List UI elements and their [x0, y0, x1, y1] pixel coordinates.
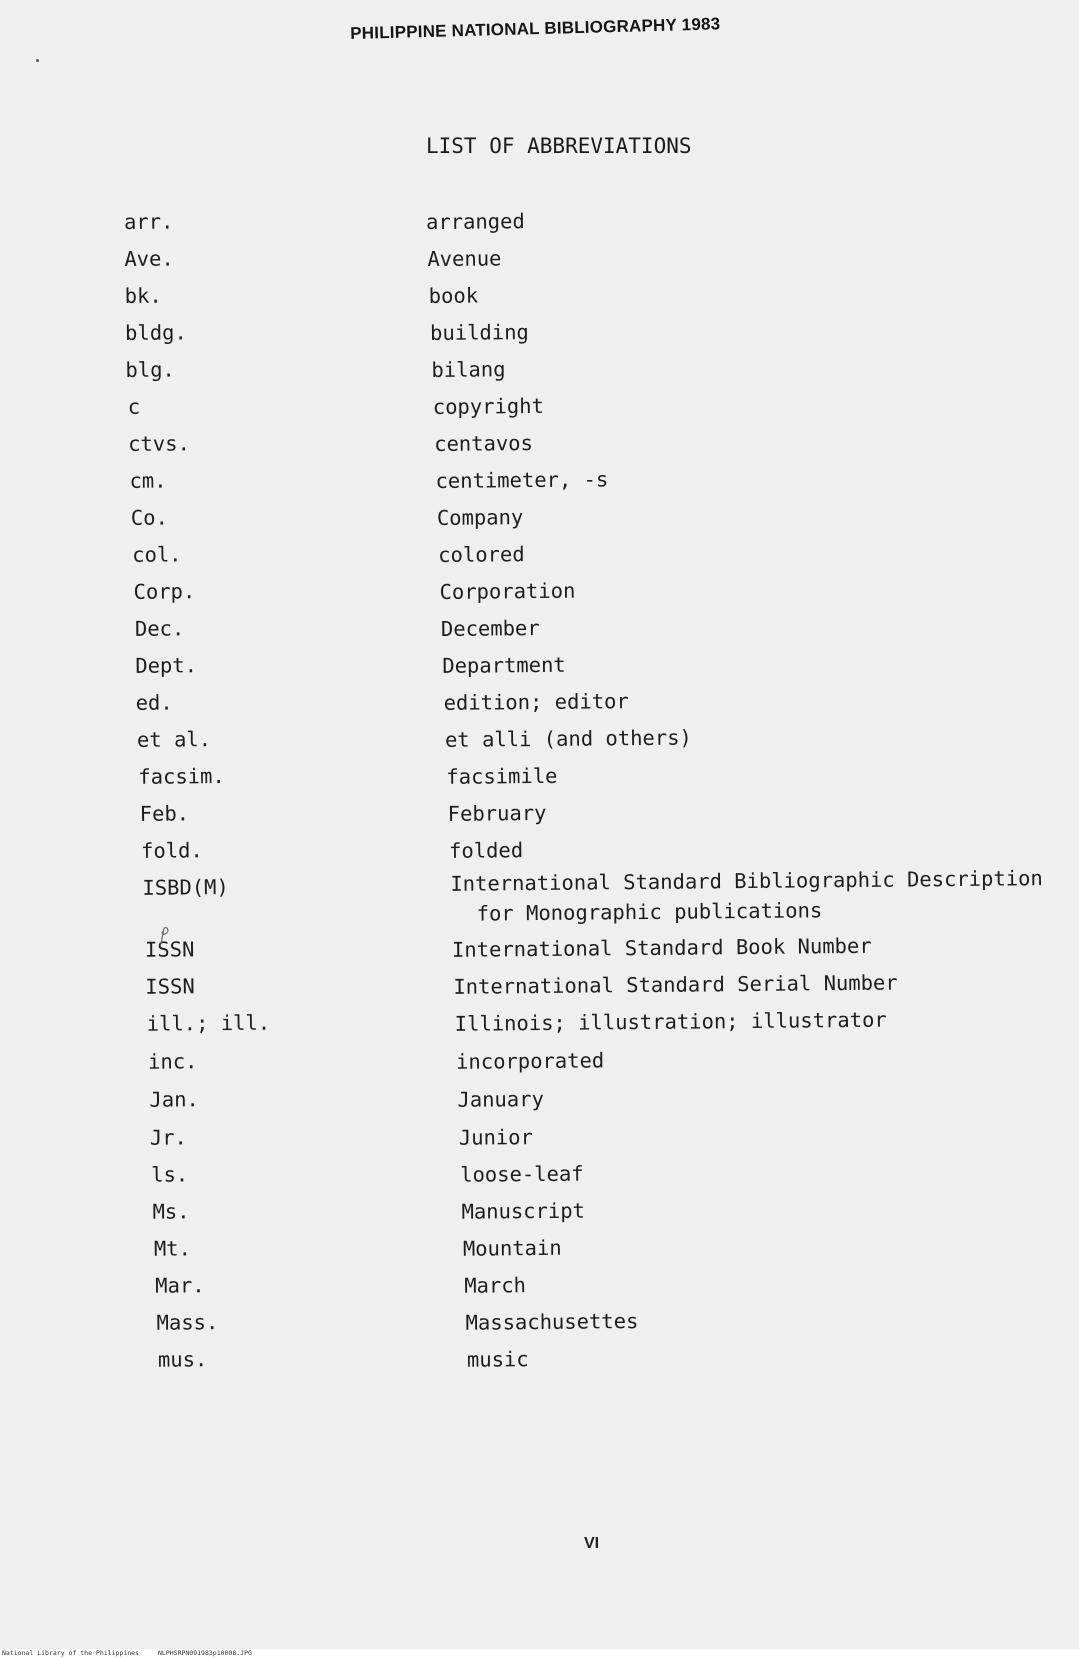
abbreviation: bk.: [124, 283, 162, 308]
abbreviation: cm.: [129, 468, 167, 493]
abbreviation-meaning: copyright: [432, 393, 545, 420]
abbreviation-meaning: [450, 863, 1043, 929]
abbreviation-meaning: facsimile: [446, 763, 558, 789]
abbreviation: bldg.: [124, 320, 187, 345]
abbreviation: Ave.: [124, 246, 174, 271]
abbreviation-meaning: loose-leaf: [460, 1161, 584, 1187]
abbreviation: mus.: [157, 1347, 208, 1372]
meaning-line: International Standard Bibliographic Description: [450, 866, 1043, 896]
abbreviation-meaning: January: [457, 1086, 544, 1112]
abbreviation: arr.: [123, 209, 174, 234]
abbreviation: Ms.: [152, 1199, 190, 1224]
abbreviation: Mar.: [155, 1273, 205, 1298]
abbreviation: Mt.: [153, 1236, 192, 1261]
abbreviation-meaning: Department: [442, 652, 566, 678]
meaning-continuation: for Monographic publications: [476, 898, 823, 926]
abbreviation: Jr.: [149, 1125, 187, 1150]
abbreviation: Feb.: [139, 801, 190, 826]
abbreviation: inc.: [147, 1049, 198, 1074]
abbreviation: fold.: [140, 838, 203, 863]
abbreviation-meaning: book: [428, 283, 479, 309]
abbreviation: Jan.: [149, 1087, 199, 1112]
abbreviation: c: [127, 394, 141, 419]
abbreviation-meaning: International Standard Serial Number: [453, 970, 898, 999]
abbreviation-meaning: bilang: [431, 357, 506, 383]
abbreviation: et al.: [136, 727, 212, 752]
abbreviation-meaning: centimeter, -s: [435, 467, 609, 493]
abbreviation: ISBD(M): [142, 874, 229, 900]
abbreviation-meaning: Manuscript: [461, 1198, 586, 1224]
footer-filename: NLPHSRPN091983p10008.JPG: [158, 1649, 252, 1657]
page-title: LIST OF ABBREVIATIONS: [426, 134, 692, 158]
abbreviation-meaning: centavos: [434, 431, 534, 456]
abbreviation: Corp.: [133, 579, 196, 604]
footer-library: National Library of the Philippines: [2, 1649, 139, 1657]
abbreviation-meaning: et alli (and others): [444, 725, 692, 752]
abbreviation-meaning: incorporated: [455, 1048, 605, 1074]
abbreviation: ctvs.: [128, 431, 190, 456]
handwritten-mark-icon: [155, 924, 173, 946]
abbreviation: Dept.: [135, 653, 198, 678]
abbreviation: ed.: [135, 690, 173, 715]
abbreviation: ill.; ill.: [146, 1010, 271, 1036]
abbreviation-meaning: Company: [436, 505, 524, 530]
abbreviation: ISSN: [144, 937, 195, 962]
abbreviation-meaning: folded: [448, 838, 524, 863]
abbreviation-meaning: March: [464, 1273, 527, 1298]
abbreviation: blg.: [125, 357, 175, 382]
abbreviation-meaning: February: [447, 800, 547, 826]
abbreviation: Dec.: [134, 616, 185, 641]
abbreviation-meaning: International Standard Book Number: [451, 933, 872, 962]
abbreviation: ls.: [151, 1162, 189, 1187]
abbreviation-meaning: Illinois; illustration; illustrator: [454, 1007, 887, 1036]
abbreviation-meaning: Massachusettes: [465, 1309, 639, 1335]
abbreviation-meaning: music: [466, 1347, 529, 1372]
abbreviation-meaning: colored: [438, 542, 525, 567]
abbreviation-meaning: building: [429, 320, 529, 346]
abbreviation-meaning: December: [440, 615, 540, 641]
abbreviation-meaning: Mountain: [462, 1235, 562, 1261]
abbreviation-meaning: Corporation: [439, 578, 576, 604]
abbreviation: Co.: [130, 505, 169, 530]
abbreviation-meaning: Junior: [458, 1125, 533, 1150]
abbreviation-meaning: arranged: [425, 209, 525, 235]
abbreviation: facsim.: [138, 764, 225, 789]
abbreviation-meaning: Avenue: [427, 246, 502, 272]
abbreviation-meaning: edition; editor: [443, 689, 629, 715]
page-number: VI: [584, 1535, 600, 1552]
abbreviation: ISSN: [145, 974, 195, 999]
abbreviation: col.: [132, 542, 182, 567]
abbreviation: Mass.: [156, 1310, 219, 1335]
running-head: PHILIPPINE NATIONAL BIBLIOGRAPHY 1983: [350, 14, 721, 43]
scan-footer: [0, 1649, 1079, 1658]
